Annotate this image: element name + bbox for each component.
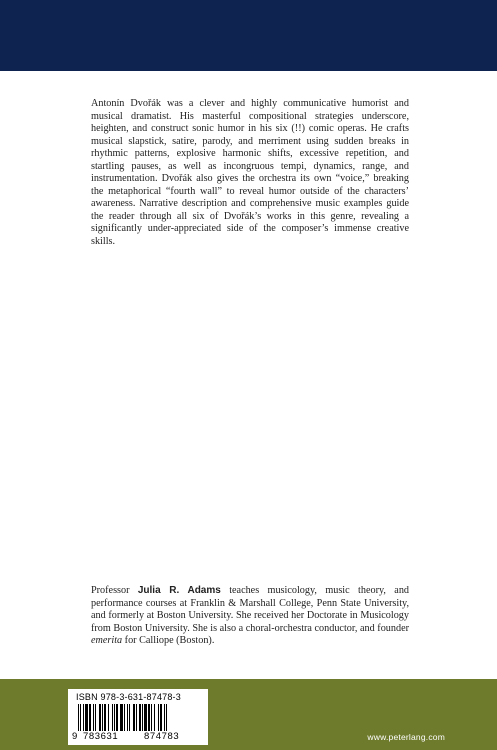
barcode-bars bbox=[78, 704, 200, 731]
isbn-label: ISBN 978-3-631-87478-3 bbox=[76, 692, 181, 702]
book-description: Antonín Dvořák was a clever and highly communicative humorist and musical dramatist. His masterful compositional strategies underscore, heighten, and construct sonic humor in his six (!!) comic operas. He crafts musical slapstick, satire, parody, and merriment using sudden breaks in rhythmic patterns, explosive harmonic shifts, excessive repetition, and startling pauses, as well as incongruous tempi, dynamics, range, and instrumentation. Dvořák also gives the orchestra its own “voice,” breaking the metaphorical “fourth wall” to reveal humor outside of the characters’ awareness. Narrative description and comprehensive music examples guide the reader through all six of Dvořák’s works in this genre, revealing a significantly under-appreciated side of the composer’s immense creative skills. bbox=[91, 98, 409, 247]
barcode-digit-group-2: 874783 bbox=[144, 731, 180, 742]
barcode-digit-group-1: 783631 bbox=[83, 731, 119, 742]
bio-text-2: for Calliope (Boston). bbox=[122, 635, 215, 646]
barcode-first-digit: 9 bbox=[72, 731, 78, 742]
author-bio bbox=[91, 585, 409, 648]
top-color-band bbox=[0, 0, 497, 71]
publisher-website: www.peterlang.com bbox=[367, 732, 445, 742]
bio-emphasis: emerita bbox=[91, 635, 123, 646]
author-name: Julia R. Adams bbox=[137, 585, 221, 596]
bio-prefix: Professor bbox=[91, 585, 138, 596]
bio-text-1: teaches musicology, music theory, and performance courses at Franklin & Marshall College, Penn State University, and formerly at Boston University. She received her Doctorate in Musicology from Boston University. She is also a choral-orchestra conductor, and founder bbox=[91, 585, 410, 634]
isbn-barcode bbox=[68, 689, 208, 745]
